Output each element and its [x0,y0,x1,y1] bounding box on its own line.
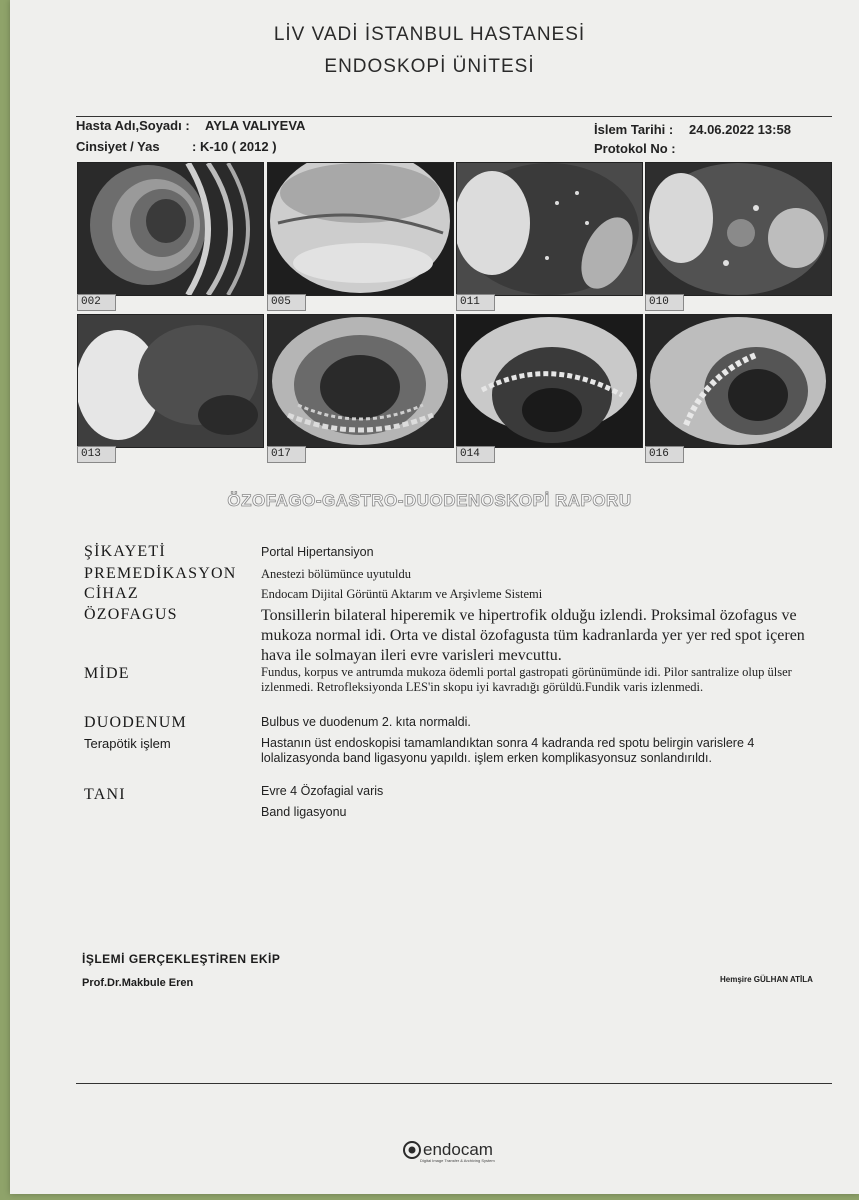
esophagus-value: Tonsillerin bilateral hiperemik ve hipertrofik olduğu izlendi. Proksimal özofagus ve mukoza normal idi. Orta ve distal özofagusta tüm kadranlarda yer yer red spot içeren hava ile solmayan ileri evre varisleri mevcuttu. [261,607,805,664]
image-number-tag: 011 [456,294,495,311]
complaint-label: ŞİKAYETİ [84,543,166,560]
premedication-label: PREMEDİKASYON [84,565,237,582]
diagnosis-label: TANI [84,786,126,803]
endocam-logo-icon [403,1141,421,1159]
endoscopy-image [645,314,832,448]
duodenum-label: DUODENUM [84,714,187,731]
device-value: Endocam Dijital Görüntü Aktarım ve Arşivleme Sistemi [261,587,543,601]
duodenum-value: Bulbus ve duodenum 2. kıta normaldi. [261,715,471,729]
logo-subtitle: Digital Image Transfer & Archiving System [420,1158,495,1163]
endoscopy-image [267,314,454,448]
gender-age-value: : K-10 ( 2012 ) [192,139,277,154]
endoscopy-image [267,162,454,296]
image-number-tag: 014 [456,446,495,463]
therapeutic-value: Hastanın üst endoskopisi tamamlandıktan sonra 4 kadranda red spotu belirgin varislere 4 lolalizasyonda band ligasyonu yapıldı. işlem erken komplikasyonsuz sonlandırıldı. [261,736,755,765]
endoscopy-image [77,314,264,448]
endoscopy-image [645,162,832,296]
image-number-tag: 002 [77,294,116,311]
endoscopy-image [456,314,643,448]
stomach-value: Fundus, korpus ve antrumda mukoza ödemli portal gastropati görünümünde idi. Pilor santralize olup ülser izlenmedi. Retrofleksiyonda LES'in skopu iyi kavradığı görüldü.Fundik varis izlenmedi. [261,665,792,694]
nurse-name: Hemşire GÜLHAN ATİLA [720,975,813,984]
team-heading: İŞLEMİ GERÇEKLEŞTİREN EKİP [82,952,281,966]
doctor-name: Prof.Dr.Makbule Eren [82,977,194,989]
image-number-tag: 010 [645,294,684,311]
image-number-tag: 017 [267,446,306,463]
unit-name: ENDOSKOPİ ÜNİTESİ [324,56,535,77]
protocol-label: Protokol No : [594,141,676,156]
hospital-name: LİV VADİ İSTANBUL HASTANESİ [273,24,586,45]
therapeutic-label: Terapötik işlem [84,736,171,751]
complaint-value: Portal Hipertansiyon [261,545,374,559]
patient-name-value: AYLA VALIYEVA [205,118,306,133]
footer-rule [76,1083,832,1084]
patient-name-label: Hasta Adı,Soyadı : [76,118,190,133]
premedication-value: Anestezi bölümünce uyutuldu [261,567,411,581]
procedure-date-value: 24.06.2022 13:58 [689,122,791,137]
endoscopy-image [77,162,264,296]
image-number-tag: 013 [77,446,116,463]
diagnosis-value-2: Band ligasyonu [261,805,347,819]
stomach-label: MİDE [84,665,130,682]
header-rule [76,116,832,117]
image-number-tag: 016 [645,446,684,463]
diagnosis-value-1: Evre 4 Özofagial varis [261,784,384,798]
endoscopy-image [456,162,643,296]
esophagus-label: ÖZOFAGUS [84,606,178,623]
gender-age-label: Cinsiyet / Yas [76,139,160,154]
device-label: CİHAZ [84,585,139,602]
endocam-logo [403,1140,493,1160]
image-number-tag: 005 [267,294,306,311]
logo-text: endocam [423,1140,493,1159]
procedure-date-label: İslem Tarihi : [594,122,674,137]
report-title: ÖZOFAGO-GASTRO-DUODENOSKOPİ RAPORU [227,491,632,510]
